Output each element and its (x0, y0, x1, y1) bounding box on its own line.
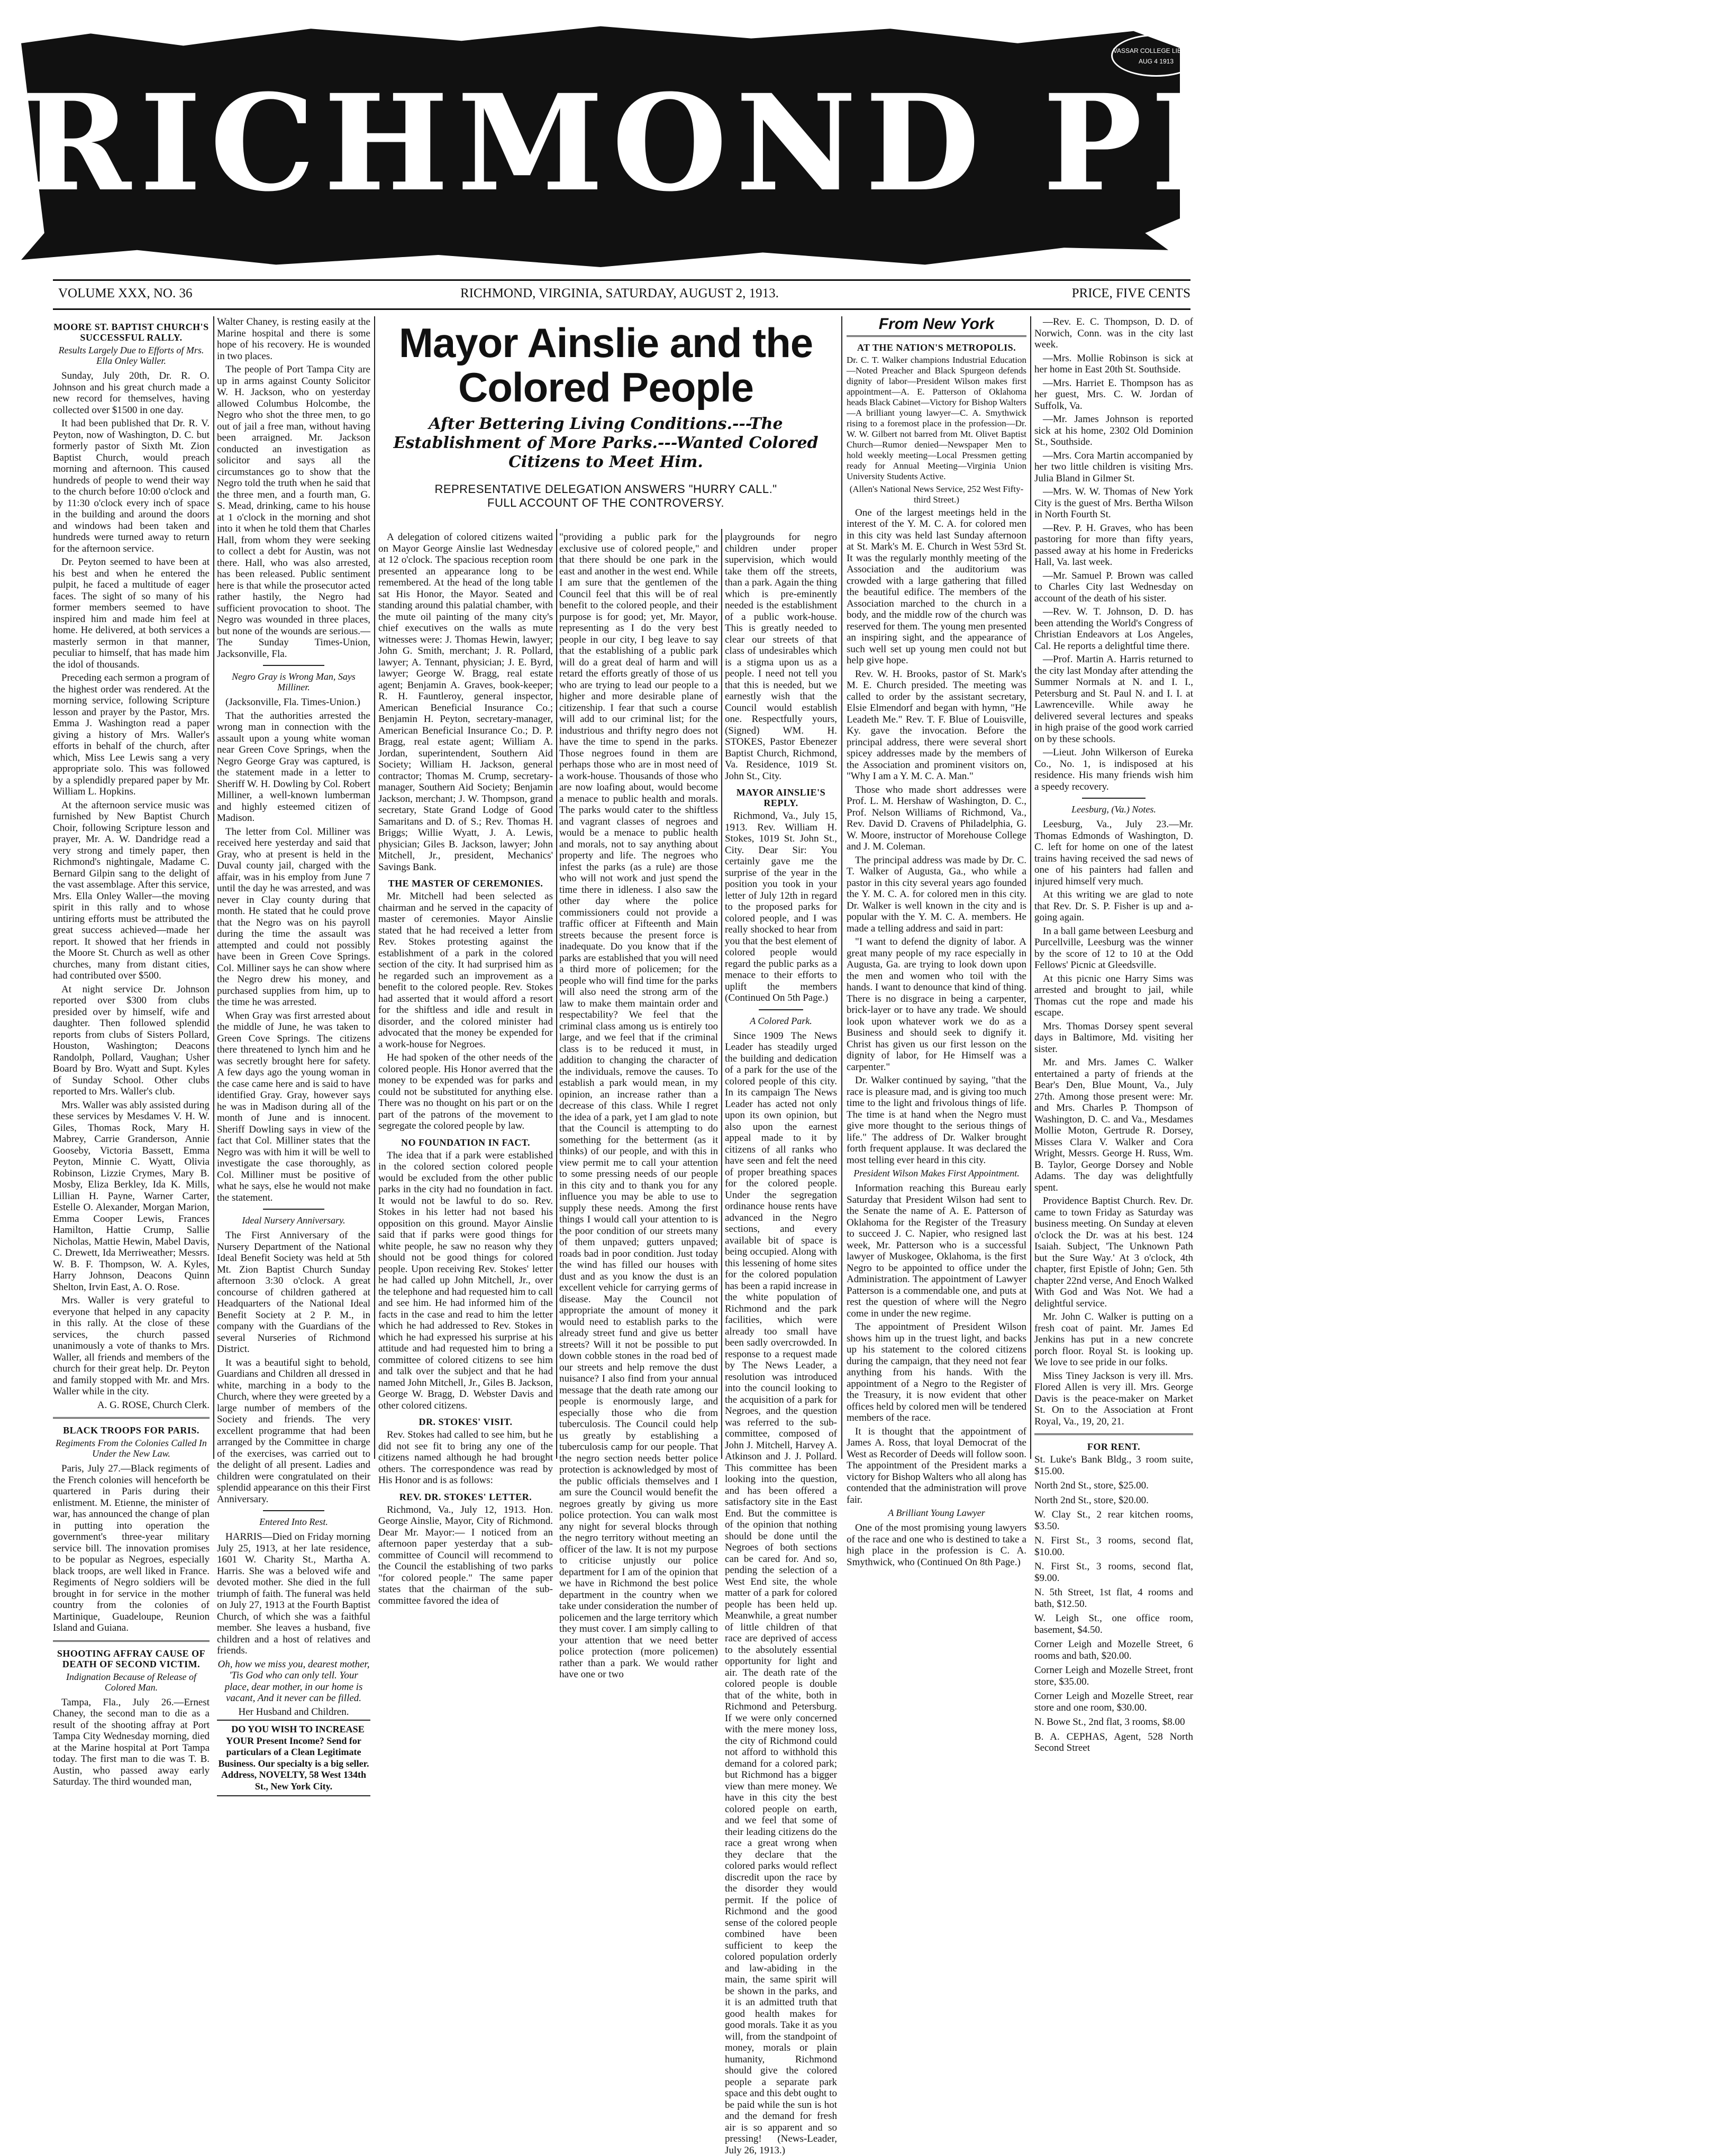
paragraph: Tampa, Fla., July 26.—Ernest Chaney, the second man to die as a result of the shooting affray at Port Tampa City Wednesday morning, died at the Marine hospital at Port Tampa today. The first man to die was T. B. Austin, who passed away early Saturday. The third wounded man, (53, 1697, 210, 1788)
paragraph: A delegation of colored citizens waited on Mayor George Ainslie last Wednesday at 12 o'clock. The spacious reception room presented an appearance long to be remembered. At the head of the long table sat His Honor, the Mayor. Seated and standing around this palatial chamber, with the mute oil painting of the many city's chief executives on the walls as mute witnesses were: J. Thomas Hewin, lawyer; John G. Smith, merchant; J. R. Pollard, lawyer; A. Tennant, physician; J. E. Byrd, lawyer; George W. Bragg, real estate agent; Benjamin A. Graves, book-keeper; R. H. Fauntleroy, general inspector, American Beneficial Insurance Co.; Benjamin H. Peyton, secretary-manager, American Beneficial Insurance Co.; D. P. Bragg, real estate agent; William A. Jordan, superintendent, Southern Aid Society; William H. Jackson, general contractor; Thomas M. Crump, secretary-manager, Southern Aid Society; Benjamin Jackson, merchant; J. W. Thompson, grand secretary, State Grand Lodge of Good Samaritans and D. of S.; Rev. Thomas H. Briggs; Willie Wyatt, J. A. Lewis, physician; Giles B. Jackson, lawyer; John Mitchell, Jr., president, Mechanics' Savings Bank. (378, 532, 553, 873)
lead-subheadline: After Bettering Living Conditions.---The Establishment of More Parks.---Wanted Colored Citizens to Meet Him. (389, 415, 823, 472)
column-2 (217, 316, 370, 1459)
column-rule (841, 316, 842, 1459)
rent-item: B. A. CEPHAS, Agent, 528 North Second Street (1034, 1731, 1193, 1754)
paragraph: Miss Tiney Jackson is very ill. Mrs. Flored Allen is very ill. Mrs. George Davis is the peace-maker on Market St. On to the Association at Front Royal, Va., 19, 20, 21. (1034, 1371, 1193, 1428)
article-heading: A Brilliant Young Lawyer (847, 1508, 1026, 1518)
paragraph: He had spoken of the other needs of the colored people. His Honor averred that the money to be expended was for parks and could not be substituted for anything else. There was no thought on his part or on the part of the patrons of the movement to segregate the colored people by law. (378, 1052, 553, 1132)
library-stamp: VASSAR COLLEGE LIBRARY AUG 4 1913 (1111, 34, 1201, 77)
paragraph: At this picnic one Harry Sims was arrested and brought to jail, while Thomas cut the rope and made his escape. (1034, 973, 1193, 1019)
rent-item: W. Clay St., 2 rear kitchen rooms, $3.50. (1034, 1509, 1193, 1532)
poem: Oh, how we miss you, dearest mother, 'Tis God who can only tell. Your place, dear mother, in our home is vacant, And it never can be filled. (217, 1659, 370, 1704)
column-1 (53, 316, 210, 1459)
divider (1082, 798, 1146, 799)
volume-number: VOLUME XXX, NO. 36 (58, 286, 192, 301)
paragraph: Those who made short addresses were Prof. L. M. Hershaw of Washington, D. C., Prof. Nelson Williams of Richmond, Va., Rev. David D. Cravens of Philadelphia, G. W. Moore, instructor of Morehouse College and J. M. Coleman. (847, 784, 1026, 853)
column-rule (556, 529, 557, 1459)
article-subheading: Results Largely Due to Efforts of Mrs. Ella Onley Waller. (53, 345, 210, 366)
column-rule (213, 316, 214, 1459)
paragraph: It was a beautiful sight to behold, Guardians and Children all dressed in white, marching in a body to the Church, where they were greeted by a large number of members of the Society and friends. The very excellent programme that had been arranged by the Committee in charge of the exercises, was carried out to the delight of all present. Ladies and children were congratulated on their splendid appearance on this their First Anniversary. (217, 1357, 370, 1505)
paragraph: Providence Baptist Church. Rev. Dr. came to town Friday as Saturday was business meeting. On Sunday at eleven o'clock the Dr. was at his best. 124 Isaiah. Subject, 'The Unknown Path but the Sure Way.' At 3 o'clock, 4th chapter, first Epistle of John; Gen. 5th chapter 22nd verse, And Enoch Walked With God and Was Not. We had a delightful service. (1034, 1195, 1193, 1309)
rent-item: North 2nd St., store, $20.00. (1034, 1495, 1193, 1506)
dateline: RICHMOND, VIRGINIA, SATURDAY, AUGUST 2, 1913. (460, 286, 779, 301)
article-heading: Leesburg, (Va.) Notes. (1034, 804, 1193, 815)
divider (53, 1640, 210, 1642)
personal-note: —Mr. James Johnson is reported sick at his home, 2302 Old Dominion St., Southside. (1034, 414, 1193, 448)
paragraph: Leesburg, Va., July 23.—Mr. Thomas Edmonds of Washington, D. C. left for home on one of the latest trains having received the sad news of one of his painters had fallen and injured himself very much. (1034, 819, 1193, 887)
section-heading: THE MASTER OF CEREMONIES. (378, 878, 553, 889)
personal-note: —Mrs. W. W. Thomas of New York City is the guest of Mrs. Bertha Wilson in North Fourth St. (1034, 486, 1193, 520)
paragraph: Richmond, Va., July 12, 1913. Hon. George Ainslie, Mayor, City of Richmond. Dear Mr. Mayor:— I noticed from an afternoon paper yesterday that a sub-committee of Council will recommend to the Council the establishing of two parks "for colored people." The same paper states that the chairman of the sub-committee favored the idea of (378, 1504, 553, 1607)
article-heading: President Wilson Makes First Appointment. (847, 1168, 1026, 1179)
paragraph: In a ball game between Leesburg and Purcellville, Leesburg was the winner by the score of 12 to 10 at the Odd Fellows' Picnic at Gleedsville. (1034, 926, 1193, 971)
paragraph: Rev. Stokes had called to see him, but he did not see fit to bring any one of the citizens named although he had brought others. The correspondence was read by His Honor and is as follows: (378, 1429, 553, 1486)
paragraph: At night service Dr. Johnson reported over $300 from clubs presided over by himself, wife and daughter. Then followed splendid reports from clubs of Sisters Pollard, Houston, Washington; Deacons Randolph, Pollard, Vaughan; Usher Board by Bro. Wyatt and Supt. Kyles of Sunday School. Other clubs reported to Mrs. Waller's club. (53, 984, 210, 1098)
section-heading: DR. STOKES' VISIT. (378, 1417, 553, 1427)
signature: A. G. ROSE, Church Clerk. (53, 1400, 210, 1411)
article-heading: SHOOTING AFFRAY CAUSE OF DEATH OF SECOND VICTIM. (53, 1648, 210, 1669)
paragraph: The appointment of President Wilson shows him up in the truest light, and backs up his statement to the colored citizens during the campaign, that they need not fear anything from his hands. With the appointment of a Negro to the Register of the Treasury, it is now evident that other offices held by colored men will be tendered members of the race. (847, 1321, 1026, 1424)
advertisement: DO YOU WISH TO INCREASE YOUR Present Income? Send for particulars of a Clean Legitimate Business. Our specialty is a big seller. Address, NOVELTY, 58 West 134th St., New York City. (217, 1720, 370, 1796)
personal-note: —Lieut. John Wilkerson of Eureka Co., No. 1, is indisposed at his residence. His many friends wish him a speedy recovery. (1034, 747, 1193, 792)
divider (1034, 1433, 1193, 1435)
paragraph: That the authorities arrested the wrong man in connection with the assault upon a young white woman near Green Cove Springs, when the Negro George Gray was captured, is the statement made in a letter to Sheriff W. H. Dowling by Col. Robert Milliner, a well-known lumberman and highly esteemed citizen of Madison. (217, 710, 370, 824)
lead-deck-line: REPRESENTATIVE DELEGATION ANSWERS "HURRY CALL." (378, 482, 833, 496)
section-title: From New York (847, 318, 1026, 330)
paragraph: Since 1909 The News Leader has steadily urged the building and dedication of a park for the use of the colored people of this city. In its campaign The News Leader has acted not only upon its own opinion, but also upon the earnest appeal made to it by citizens of all ranks who have seen and felt the need of proper breathing spaces for the colored people. Under the segregation ordinance house rents have advanced in the Negro sections, and every available bit of space is being occupied. Along with this lessening of home sites for the colored population has been a rapid increase in the white population of Richmond and the park facilities, which were already too small have been sadly overcrowded. In response to a request made by The News Leader, a resolution was introduced into the council looking to the acquisition of a park for Negroes, and the question was referred to the sub-committee, composed of John J. Mitchell, Harvey A. Atkinson and J. J. Pollard. This committee has been looking into the question, and has been offered a satisfactory site in the East End. But the committee is of the opinion that nothing should be done until the Negroes of both sections can be cared for. And so, pending the selection of a West End site, the whole matter of a park for colored people has been held up. Meanwhile, a great number of little children of that race are deprived of access to the absolutely essential opportunity for light and air. The death rate of the colored people is double that of the white, both in Richmond and Petersburg. If we were only concerned with the mere money loss, the city of Richmond could not afford to withhold this demand for a colored park; but Richmond has a bigger view than mere money. We have in this city the best colored people on earth, and we feel that some of their leading citizens do the race a great wrong when they declare that the colored parks would reflect discredit upon the race by the disorder they would permit. If the police of Richmond and the good sense of the colored people combined have been sufficient to keep the colored population orderly and law-abiding in the main, the same spirit will be shown in the parks, and it is an admitted truth that good health makes for good morals. Take it as you will, from the standpoint of money, morals or plain humanity, Richmond should give the colored people a separate park space and this debt ought to be paid while the sun is hot and the demand for fresh air is so apparent and so pressing! (News-Leader, July 26, 1913.) (725, 1030, 837, 2156)
section-heading: MAYOR AINSLIE'S REPLY. (725, 787, 837, 808)
column-rule (1030, 316, 1031, 1459)
lead-column-2 (559, 532, 718, 1457)
personal-note: —Mrs. Mollie Robinson is sick at her home in East 20th St. Southside. (1034, 353, 1193, 376)
paragraph: playgrounds for negro children under proper supervision, which would take them off the streets, than a park. Again the thing which is pre-eminently needed is the establishment of a public work-house. This is greatly needed to clear our streets of that class of undesirables which is a stigma upon us as a people. I need not tell you that this is needed, but we earnestly wish that the Council would establish one. Respectfully yours, (Signed) WM. H. STOKES, Pastor Ebenezer Baptist Church, Richmond, Va. Residence, 1019 St. John St., City. (725, 532, 837, 782)
paragraph: Paris, July 27.—Black regiments of the French colonies will henceforth be quartered in Paris during their enlistment. M. Etienne, the minister of war, has announced the change of plan in putting into operation the government's three-year military service bill. The innovation promises to be popular as Negroes, especially black troops, are well liked in France. Regiments of Negro soldiers will be brought in for service in the mother country from the colonies of Martinique, Guadeloupe, Reunion Island and Guiana. (53, 1463, 210, 1634)
rent-item: North 2nd St., store, $25.00. (1034, 1480, 1193, 1492)
rent-item: N. First St., 3 rooms, second flat, $9.00. (1034, 1561, 1193, 1584)
rent-listing (1034, 1454, 1193, 1754)
column-rule (721, 529, 722, 1459)
article-heading: Negro Gray is Wrong Man, Says Milliner. (217, 671, 370, 692)
column-personals (1034, 316, 1193, 1459)
section-heading: NO FOUNDATION IN FACT. (378, 1137, 553, 1148)
paragraph: One of the most promising young lawyers of the race and one who is destined to take a high place in the profession is C. A. Smythwick, who (Continued On 8th Page.) (847, 1522, 1026, 1568)
paragraph: Mr. and Mrs. James C. Walker entertained a party of friends at the Bear's Den, Blue Mount, Va., July 27th. Among those present were: Mr. and Mrs. Charles P. Thompson of Washington, D. C. and Va., Mesdames Mollie Moton, Gertrude R. Dorsey, Misses Clara V. Walker and Cora Wright, Messrs. George H. Russ, Wm. B. Taylor, George Dorsey and Noble Adams. The day was delightfully spent. (1034, 1057, 1193, 1193)
paragraph: "providing a public park for the exclusive use of colored people," and that there should be one park in the east and another in the west end. While I am sure that the gentlemen of the Council feel that this will be of real benefit to the colored people, and their purpose is for good; yet, Mr. Mayor, representing as I do the very best people in our city, I beg leave to say that the establishing of a public park will do a great deal of harm and will retard the efforts greatly of those of us who are trying to lead our people to a higher and more desirable plane of citizenship. I fear that such a course will add to our criminal list; for the industrious and thrifty negro does not have the time to spend in the parks. Those negroes found in them are perhaps those who are in most need of a work-house. Thousands of those who are now loafing about, would become a menace to public health and morals. The parks would cater to the shiftless and vagrant classes of negroes and would be a menace to public health and morals, not to say anything about property and life. The negroes who infest the parks (as a rule) are those who will not work and just spend the time there in idleness. I also saw the other day where the police commissioners could not provide a traffic officer at Fifteenth and Main streets because the present force is inadequate. Do you know that if the parks are established that you will need a third more of policemen; for the people who will find time for the parks will also need the strong arm of the law to make them maintain order and respectability? We feel that the criminal class among us is entirely too large, and we feel that if the criminal class is to be reduced it must, in addition to changing the character of the individuals, remove the causes. To establish a park would mean, in my opinion, an increase rather than a decrease of this class. While I regret the idea of a park, yet I am glad to note that the Council is attempting to do something for the betterment (as it thinks) of our people, and with this in view permit me to call your attention to some pressing needs of our people in this city and to thank you for any influence you may be able to use to supply these needs. Among the first things I would call your attention to is the poor condition of our streets many of them unpaved; gutters unpaved; roads bad in poor condition. Just today the wind has filled our houses with dust and as you know the dust is an excellent vehicle for carrying germs of disease. May the Council not appropriate the amount of money it would need to establish parks to the already street fund and give us better streets? Will it not be possible to put down cobble stones in the road bed of our streets and help remove the dust nuisance? I also find from your annual message that the death rate among our people is enormously large, and especially those who die from tuberculosis. The Council could help us greatly by establishing a tuberculosis camp for our people. That the negro section needs better police protection is acknowledged by most of the public officials themselves and I am sure the Council would benefit the negroes greatly by giving us more police protection. You can walk most any night for several blocks through the negro territory without meeting an officer of the law. It is not my purpose to criticise unjustly our police department for I am of the opinion that we have in Richmond the best police department in the country when we take under consideration the number of policemen and the large territory which they must cover. I am simply calling to your attention that we need better police protection (more policemen) rather than a park. We would rather have one or two (559, 532, 718, 1680)
paragraph: It is thought that the appointment of James A. Ross, that loyal Democrat of the West as Recorder of Deeds will follow soon. The appointment of the President marks a victory for Bishop Walters who all along has contended that the administration will prove fair. (847, 1426, 1026, 1506)
personal-note: —Mrs. Harriet E. Thompson has as her guest, Mrs. C. W. Jordan of Suffolk, Va. (1034, 378, 1193, 412)
paragraph: Mrs. Waller was ably assisted during these services by Mesdames V. H. W. Giles, Thomas Rock, Mary H. Mabrey, Carrie Granderson, Annie Gooseby, Victoria Bassett, Emma Peyton, Minnie C. Wyatt, Olivia Robinson, Lizzie Crymes, Mary B. Mosby, Eliza Berkley, Ida K. Mills, Lillian H. Payne, Warner Carter, Estelle O. Alexander, Morgan Marion, Emma Cooper Lewis, Frances Hamilton, Hattie Crump, Sallie Nicholas, Mattie Hewin, Mabel Davis, C. Drewett, Ida Merriweather; Messrs. W. B. F. Thompson, W. A. Kyles, Harry Johnson, Deacons Quinn Shelton, Irvin East, A. O. Rose. (53, 1100, 210, 1293)
divider (847, 335, 1026, 337)
paragraph: "I want to defend the dignity of labor. A great many people of my race especially in Augusta, Ga. are trying to look down upon the men and women who toil with the hands. I want to denounce that kind of thing. There is no disgrace in being a carpenter, brick-layer or to have any trade. We should look upon whatever work we do as a Business and should seek to dignify it. Christ has given us our first lesson on the dignity of labor, for He Himself was a carpenter." (847, 936, 1026, 1073)
paragraph: At the afternoon service music was furnished by New Baptist Church Choir, following Scripture lesson and prayer, Mr. A. W. Dandridge read a very strong and timely paper, then Richmond's nightingale, Madame C. Bernard Gilpin sang to the delight of the vast assemblage. After this service, Mrs. Ella Onley Waller—the moving spirit in this rally and to whose untiring efforts must be attributed the great success achieved—made her report. It showed that her friends in the Moore St. Church as well as other churches, many from distant cities, had contributed over $500. (53, 800, 210, 982)
rent-item: N. 5th Street, 1st flat, 4 rooms and bath, $12.50. (1034, 1587, 1193, 1610)
rent-item: Corner Leigh and Mozelle Street, rear store and one room, $30.00. (1034, 1691, 1193, 1713)
paragraph: (Jacksonville, Fla. Times-Union.) (217, 697, 370, 708)
lead-column-3 (725, 532, 837, 1457)
divider (53, 1417, 210, 1419)
rent-item: Corner Leigh and Mozelle Street, front store, $35.00. (1034, 1665, 1193, 1687)
paragraph: The First Anniversary of the Nursery Department of the National Ideal Benefit Society was held at 5th Mt. Zion Baptist Church Sunday afternoon 3:30 o'clock. A great concourse of children gathered at Headquarters of the National Ideal Benefit Society at 2 P. M., in company with the Guardians of the several Nurseries of Richmond District. (217, 1230, 370, 1355)
paragraph: Dr. Peyton seemed to have been at his best and when he entered the pulpit, he faced a multitude of eager faces. The sight of so many of his former members seemed to have inspired him and made him feel at home. He delivered, at both services a masterly sermon in that manner, peculiar to himself, that has made him the idol of thousands. (53, 556, 210, 670)
paragraph: Rev. W. H. Brooks, pastor of St. Mark's M. E. Church presided. The meeting was called to order by the assistant secretary, Elsie Elmendorf and began with hymn, "He Leadeth Me." Rev. T. F. Blue of Louisville, Ky. gave the invocation. Before the principal address, there were several short spicey addresses made by the members of the Association and prominent visitors on, "Why I am a Y. M. C. A. Man." (847, 669, 1026, 782)
article-subheading: Regiments From the Colonies Called In Under the New Law. (53, 1438, 210, 1459)
paragraph: Mrs. Thomas Dorsey spent several days in Baltimore, Md. visiting her sister. (1034, 1021, 1193, 1055)
article-summary: Dr. C. T. Walker champions Industrial Education—Noted Preacher and Black Spurgeon defends dignity of labor—President Wilson makes first appointment—A. E. Patterson of Oklahoma heads Black Cabinet—Victory for Bishop Walters—A brilliant young lawyer—C. A. Smythwick rising to a foremost place in the profession—Dr. W. W. Gilbert not barred from Mt. Olivet Baptist Church—Rumor denied—Newspaper Men to hold weekly meeting—Local Pressmen getting ready for Annual Meeting—Virginia Union University Students Active. (847, 355, 1026, 482)
paragraph: One of the largest meetings held in the interest of the Y. M. C. A. for colored men in this city was held last Sunday afternoon at St. Mark's M. E. Church in West 53rd St. It was the regularly monthly meeting of the Association and the auditorium was crowded with a large gathering that filled the beautiful edifice. The members of the Association marched to the church in a body, and the middle row of the church was reserved for them. The young men presented an inspiring sight, and the appearance of such well set up young men could not but help give hope. (847, 507, 1026, 666)
article-heading: AT THE NATION'S METROPOLIS. (847, 342, 1026, 353)
byline: (Allen's National News Service, 252 West Fifty-third Street.) (847, 484, 1026, 505)
article-heading: MOORE ST. BAPTIST CHURCH'S SUCCESSFUL RALLY. (53, 322, 210, 343)
paragraph: The idea that if a park were established in the colored section colored people would be excluded from the other public parks in the city had no foundation in fact. It would not be lawful to do so. Rev. Stokes in his letter had not based his opposition on this ground. Mayor Ainslie said that if parks were good things for white people, he saw no reason why they should not be good things for colored people. Upon receiving Rev. Stokes' letter he had called up John Mitchell, Jr., over the telephone and had requested him to call and see him. He had informed him of the facts in the case and read to him the letter which he had addressed to Rev. Stokes in which he had expressed his surprise at his attitude and had requested him to bring a committee of colored citizens to see him and talk over the subject and that he had named John Mitchell, Jr., Giles B. Jackson, George W. Bragg, D. Webster Davis and other colored citizens. (378, 1150, 553, 1412)
article-heading: Ideal Nursery Anniversary. (217, 1215, 370, 1226)
paragraph: When Gray was first arrested about the middle of June, he was taken to Green Cove Springs. The citizens there threatened to lynch him and he was secretly brought here for safety. A few days ago the young woman in the case came here and is said to have identified Gray. Gray, however says he was in Madison during all of the month of June and is innocent. Sheriff Dowling says in view of the fact that Col. Milliner states that the Negro was with him it will be well to investigate the case thoroughly, as Col. Milliner must be positive of what he says, else he would not make the statement. (217, 1010, 370, 1204)
price: PRICE, FIVE CENTS (1072, 286, 1190, 301)
article-heading: BLACK TROOPS FOR PARIS. (53, 1425, 210, 1436)
rent-item: W. Leigh St., one office room, basement, $4.50. (1034, 1613, 1193, 1636)
paragraph: Information reaching this Bureau early Saturday that President Wilson had sent to the Senate the name of A. E. Patterson of Oklahoma for the Register of the Treasury to succeed J. C. Napier, who resigned last week, Mr. Patterson who is a successful lawyer of Muskogee, Oklahoma, is the first Negro to be appointed to office under the Administration. The appointment of Lawyer Patterson is a commendable one, and puts at rest the question of where will the Negro come in under the new regime. (847, 1183, 1026, 1319)
paragraph: The principal address was made by Dr. C. T. Walker of Augusta, Ga., who while a pastor in this city several years ago founded the Y. M. C. A. for colored men in this city. Dr. Walker is well known in the city and is popular with the Y. M. C. A. members. He made a telling address and said in part: (847, 855, 1026, 935)
paragraph: Mr. John C. Walker is putting on a fresh coat of paint. Mr. James Ed Jenkins has put in a new concrete porch floor. Royal St. is looking up. We love to see pride in our folks. (1034, 1311, 1193, 1368)
paragraph: Dr. Walker continued by saying, "that the race is pleasure mad, and is giving too much time to the light and frivolous things of life. The time is at hand when the Negro must give more thought to the serious things of life." The address of Dr. Walker brought forth frequent applause. It was declared the most telling ever heard in this city. (847, 1075, 1026, 1166)
lead-headline: Mayor Ainslie and the Colored People (378, 321, 833, 409)
divider (263, 1209, 324, 1210)
divider (263, 1510, 324, 1511)
personal-note: —Mr. Samuel P. Brown was called to Charles City last Wednesday on account of the death of his sister. (1034, 570, 1193, 605)
lead-headline-block (378, 316, 833, 523)
rent-item: N. Bowe St., 2nd flat, 3 rooms, $8.00 (1034, 1716, 1193, 1728)
rent-item: Corner Leigh and Mozelle Street, 6 rooms and bath, $20.00. (1034, 1639, 1193, 1661)
paragraph: Preceding each sermon a program of the highest order was rendered. At the morning service, following Scripture lesson and prayer by the Pastor, Mrs. Emma J. Washington read a paper giving a history of Mrs. Waller's efforts in behalf of the church, after which, Miss Lee Lewis sang a very appropriate solo. This was followed by a splendidly prepared paper by Mr. William L. Hopkins. (53, 672, 210, 798)
lead-deck (378, 482, 833, 510)
rent-item: N. First St., 3 rooms, second flat, $10.00. (1034, 1535, 1193, 1558)
paragraph: Richmond, Va., July 15, 1913. Rev. William H. Stokes, 1019 St. John St., City. Dear Sir: You certainly gave me the surprise of the year in the position you took in your letter of July 12th in regard to the proposed parks for colored people, and I was really shocked to hear from you that the best element of colored people would regard the public parks as a menace to their efforts to uplift the members (Continued On 5th Page.) (725, 810, 837, 1004)
paragraph: The letter from Col. Milliner was received here yesterday and said that Gray, who at present is held in the Duval county jail, charged with the affair, was in his employ from June 7 until the day he was arrested, and was never in Clay county during that month. He stated that he could prove that the Negro was on his payroll during the time the assault was attempted and could not possibly have been in Green Cove Springs. Col. Milliner says he can show where the Negro drew his money, and purchased supplies from him, up to the time he was arrested. (217, 826, 370, 1008)
lead-column-1 (378, 532, 553, 1457)
personal-note: —Rev. W. T. Johnson, D. D. has been attending the World's Congress of Christian Endeavors at Los Angeles, Cal. He reports a delightful time there. (1034, 606, 1193, 652)
newspaper-name: RICHMOND PLANET (21, 77, 1180, 209)
paragraph: Sunday, July 20th, Dr. R. O. Johnson and his great church made a new record for themselves, having collected over $1500 in one day. (53, 370, 210, 416)
personal-note: —Rev. E. C. Thompson, D. D. of Norwich, Conn. was in the city last week. (1034, 316, 1193, 351)
rent-item: St. Luke's Bank Bldg., 3 room suite, $15.00. (1034, 1454, 1193, 1477)
paragraph: HARRIS—Died on Friday morning July 25, 1913, at her late residence, 1601 W. Charity St., Martha A. Harris. She was a beloved wife and devoted mother. She died in the full triumph of faith. The funeral was held on July 27, 1913 at the Fourth Baptist Church, of which she was a faithful member. She leaves a husband, five children and a host of relatives and friends. (217, 1531, 370, 1657)
paragraph: Mrs. Waller is very grateful to everyone that helped in any capacity in this rally. At the close of these services, the church passed unanimously a vote of thanks to Mrs. Waller, all friends and members of the church for their great help. Dr. Peyton and family stopped with Mr. and Mrs. Waller while in the city. (53, 1295, 210, 1397)
classified-heading: FOR RENT. (1034, 1441, 1193, 1452)
paragraph: Walter Chaney, is resting easily at the Marine hospital and there is some hope of his recovery. He is wounded in two places. (217, 316, 370, 362)
paragraph: The people of Port Tampa City are up in arms against County Solicitor W. H. Jackson, who on yesterday allowed Columbus Holcombe, the Negro who shot the three men, to go out of jail a free man, without having been arraigned. Mr. Jackson conducted an investigation as solicitor and says all the circumstances go to show that the Negro told the truth when he said that the three men, and a fourth man, G. S. Mead, drinking, came to his house at 1 o'clock in the morning and shot into it when he told them that Charles Hall, from whom they were seeking to collect a debt for Austin, was not there. Hall, who was also arrested, has been released. Public sentiment here is that while the prosecutor acted rather hastily, the Negro had sufficient provocation to shoot. The Negro was wounded in three places, but none of the wounds are serious.—The Sunday Times-Union, Jacksonville, Fla. (217, 364, 370, 660)
personal-note: —Mrs. Cora Martin accompanied by her two little children is visiting Mrs. Julia Bland in Gilmer St. (1034, 450, 1193, 485)
signature: Her Husband and Children. (217, 1706, 370, 1718)
paragraph: Mr. Mitchell had been selected as chairman and he served in the capacity of master of ceremonies. Mayor Ainslie stated that he had received a letter from Rev. Stokes protesting against the establishment of a park in the colored section of the city. It had surprised him as he regarded such an improvement as a benefit to the colored people. Rev. Stokes had asserted that it would afford a resort for the shiftless and idle and result in disorder, and the colored minister had advocated that the money be expended for a work-house for Negroes. (378, 891, 553, 1050)
article-subheading: Indignation Because of Release of Colored Man. (53, 1671, 210, 1693)
volume-bar (53, 279, 1190, 310)
lead-deck-line: FULL ACCOUNT OF THE CONTROVERSY. (378, 496, 833, 510)
paragraph: At this writing we are glad to note that Rev. Dr. S. P. Fisher is up and a-going again. (1034, 889, 1193, 924)
column-rule (374, 316, 375, 1459)
masthead (21, 13, 1180, 270)
personal-note: —Prof. Martin A. Harris returned to the city last Monday after attending the Summer Normals at N. and I. I., Petersburg and St. Paul N. and I. I. at Lawrenceville. While away he delivered several lectures and speaks in high praise of the good work carried on by these schools. (1034, 654, 1193, 745)
personal-note: —Rev. P. H. Graves, who has been pastoring for more than fifty years, passed away at his home in Fredericks Hall, Va. last week. (1034, 523, 1193, 568)
article-heading: Entered Into Rest. (217, 1516, 370, 1527)
section-heading: REV. DR. STOKES' LETTER. (378, 1492, 553, 1502)
divider (759, 1009, 804, 1010)
paragraph: It had been published that Dr. R. V. Peyton, now of Washington, D. C. but formerly pastor of Sixth Mt. Zion Baptist Church, would preach morning and afternoon. This caused hundreds of people to wend their way to the church before 10:00 o'clock and by 11:30 o'clock every inch of space in the building and around the doors and windows had been taken and hundreds were turned away to return for the afternoon service. (53, 418, 210, 554)
section-heading: A Colored Park. (725, 1016, 837, 1026)
column-from-new-york (847, 316, 1026, 1459)
divider (263, 665, 324, 666)
